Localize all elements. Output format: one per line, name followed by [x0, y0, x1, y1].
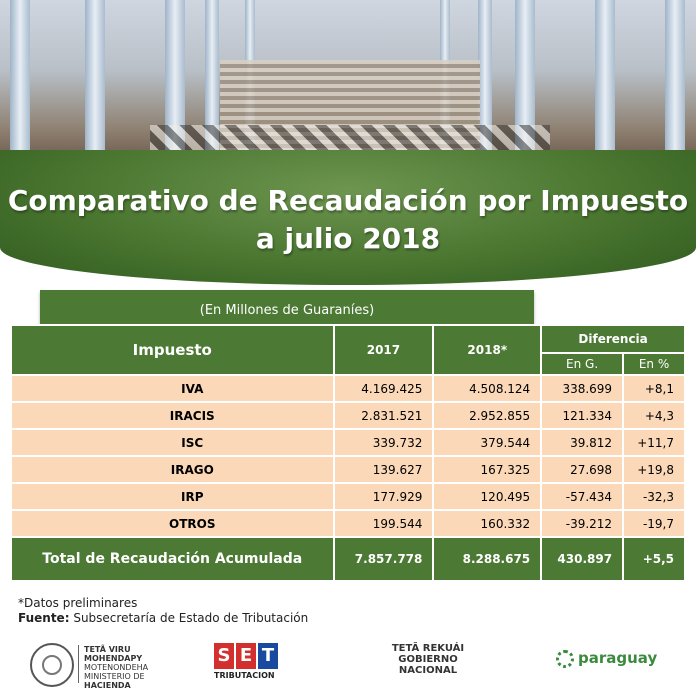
set-letter: T [258, 643, 278, 669]
row-dif-g: 27.698 [541, 456, 623, 483]
row-2017: 199.544 [334, 510, 434, 537]
set-caption: TRIBUTACION [214, 671, 275, 680]
total-dif-g: 430.897 [541, 537, 623, 581]
row-2018: 160.332 [433, 510, 541, 537]
row-name: IRAGO [11, 456, 334, 483]
gobierno-line: TETÃ REKUÁI [391, 643, 465, 654]
gobierno-line: GOBIERNO NACIONAL [398, 654, 458, 676]
table-row [11, 483, 685, 510]
total-2018: 8.288.675 [433, 537, 541, 581]
row-dif-pct: -19,7 [623, 510, 685, 537]
header-impuesto: Impuesto [11, 325, 334, 375]
ministry-line: MOTENONDEHA [84, 663, 149, 672]
ministry-line: HACIENDA [84, 681, 131, 690]
set-logo [214, 643, 286, 687]
row-2017: 339.732 [334, 429, 434, 456]
row-2018: 120.495 [433, 483, 541, 510]
tax-table [10, 324, 686, 582]
header-en-g: En G. [541, 353, 623, 375]
row-name: IRACIS [11, 402, 334, 429]
paraguay-logo [556, 649, 657, 668]
table-row [11, 510, 685, 537]
row-2017: 2.831.521 [334, 402, 434, 429]
total-label: Total de Recaudación Acumulada [11, 537, 334, 581]
row-2017: 139.627 [334, 456, 434, 483]
footnote-source-label: Fuente: [18, 611, 70, 625]
total-row [11, 537, 685, 581]
row-2018: 379.544 [433, 429, 541, 456]
total-dif-pct: +5,5 [623, 537, 685, 581]
header-2018: 2018* [433, 325, 541, 375]
row-2018: 167.325 [433, 456, 541, 483]
footnote-source-text: Subsecretaría de Estado de Tributación [73, 611, 309, 625]
row-dif-g: 121.334 [541, 402, 623, 429]
set-letter: S [214, 643, 234, 669]
row-name: IVA [11, 375, 334, 402]
row-dif-g: -57.434 [541, 483, 623, 510]
header-en-pct: En % [623, 353, 685, 375]
title-line-2: a julio 2018 [255, 222, 441, 255]
page-title [0, 182, 696, 258]
paraguay-text: paraguay [578, 649, 658, 667]
ministry-line: TETÃ VIRU [84, 645, 131, 654]
row-dif-pct: +11,7 [623, 429, 685, 456]
row-2017: 177.929 [334, 483, 434, 510]
coat-of-arms-icon [30, 643, 74, 687]
row-name: ISC [11, 429, 334, 456]
ministry-logo [84, 645, 148, 690]
row-2018: 2.952.855 [433, 402, 541, 429]
row-dif-pct: +19,8 [623, 456, 685, 483]
row-dif-pct: -32,3 [623, 483, 685, 510]
logo-divider [78, 645, 79, 683]
table-body [11, 375, 685, 537]
row-dif-pct: +4,3 [623, 402, 685, 429]
title-line-1: Comparativo de Recaudación por Impuesto [7, 184, 689, 217]
footnote-preliminary: *Datos preliminares [18, 596, 138, 610]
row-name: IRP [11, 483, 334, 510]
table-row [11, 402, 685, 429]
logo-strip [0, 635, 696, 695]
paraguay-flower-icon [556, 650, 574, 668]
row-dif-g: 39.812 [541, 429, 623, 456]
header-photo [0, 0, 696, 175]
row-dif-g: 338.699 [541, 375, 623, 402]
set-letter: E [236, 643, 256, 669]
header-diferencia: Diferencia [541, 325, 685, 353]
footnote-source [18, 611, 308, 625]
row-name: OTROS [11, 510, 334, 537]
units-label: (En Millones de Guaraníes) [40, 290, 534, 332]
total-2017: 7.857.778 [334, 537, 434, 581]
row-dif-pct: +8,1 [623, 375, 685, 402]
table-row [11, 456, 685, 483]
ministry-line: MINISTERIO DE [84, 672, 145, 681]
row-2017: 4.169.425 [334, 375, 434, 402]
row-2018: 4.508.124 [433, 375, 541, 402]
table-row [11, 429, 685, 456]
table-row [11, 375, 685, 402]
gobierno-logo [368, 643, 488, 676]
ministry-line: MOHENDAPY [84, 654, 143, 663]
row-dif-g: -39.212 [541, 510, 623, 537]
header-2017: 2017 [334, 325, 434, 375]
